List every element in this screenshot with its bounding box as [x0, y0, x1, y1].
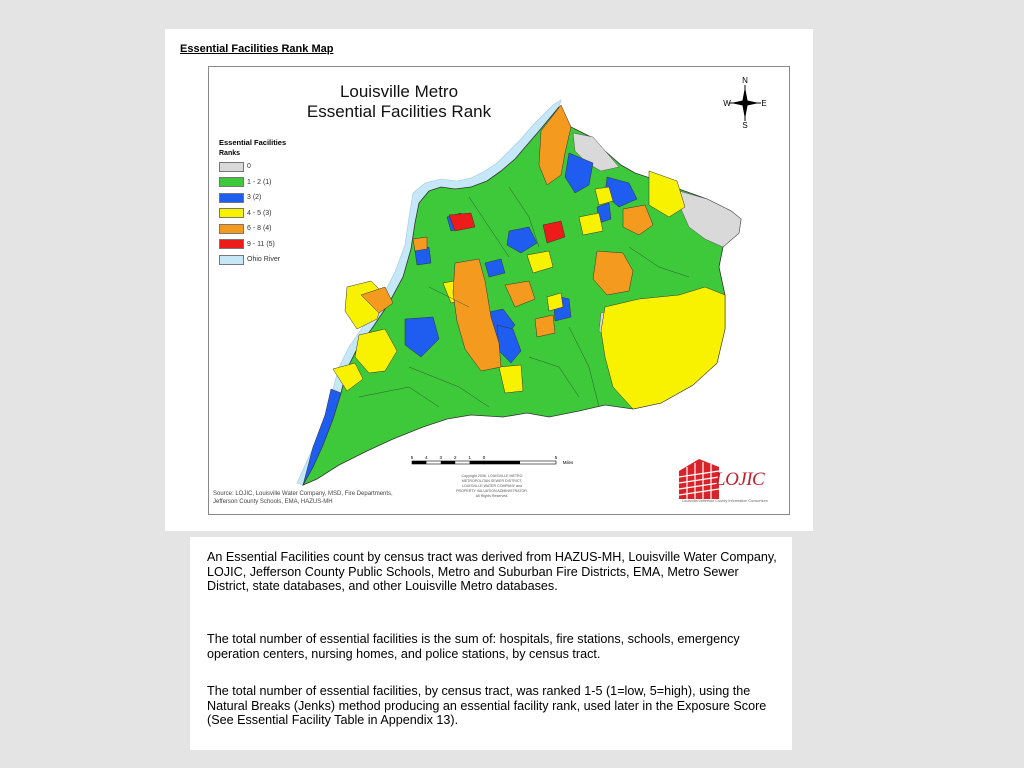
map-frame [208, 66, 790, 515]
copyright-line: All Rights Reserved. [475, 494, 509, 498]
tract-rank4-c3 [413, 237, 427, 251]
map-legend [219, 138, 329, 268]
lojic-logo [677, 459, 785, 509]
legend-item [219, 237, 329, 253]
scale-tick: 0 [482, 455, 486, 460]
legend-label: Ohio River [247, 256, 281, 264]
compass-s-label: S [742, 121, 748, 130]
tract-rank4-c4 [535, 315, 555, 337]
legend-subtitle: Ranks [219, 150, 241, 157]
source-line2: Jefferson County Schools, EMA, HAZUS-MH [213, 499, 333, 505]
copyright-notice [447, 474, 537, 499]
scale-tick: 5 [554, 455, 558, 460]
compass-rose-icon [725, 75, 765, 129]
scale-tick: 2 [453, 455, 457, 460]
scale-tick: 4 [425, 455, 428, 460]
copyright-line: LOUISVILLE WATER COMPANY and [462, 484, 522, 488]
legend-swatch [219, 162, 244, 172]
legend-swatch [219, 255, 244, 265]
scale-unit: Miles [562, 460, 574, 465]
county-map [209, 67, 789, 514]
legend-swatch [219, 239, 244, 249]
legend-swatch [219, 224, 244, 234]
legend-label: 1 - 2 (1) [247, 178, 272, 186]
lojic-logo-icon [679, 459, 719, 499]
legend-swatch [219, 208, 244, 218]
scale-tick: 1 [468, 455, 471, 460]
tract-rank3-c3 [579, 213, 603, 235]
description-panel [190, 537, 792, 750]
legend-label: 6 - 8 (4) [247, 225, 272, 233]
tract-rank3-east [601, 287, 725, 409]
scale-bar [408, 453, 578, 475]
lojic-logo-tagline: Louisville/Jefferson County Information Consortium [682, 499, 768, 503]
legend-swatch [219, 193, 244, 203]
compass-w-label: W [723, 99, 731, 108]
compass-e-label: E [761, 99, 767, 108]
description-paragraph-2: The total number of essential facilities is the sum of: hospitals, fire stations, schools, emergency operation centers, nursing homes, and police stations, by census tract. [207, 632, 740, 661]
map-panel [165, 29, 813, 531]
map-title-line2: Essential Facilities Rank [306, 102, 492, 121]
legend-item [219, 221, 329, 237]
copyright-line: METROPOLITAN SEWER DISTRICT, [461, 479, 523, 483]
description-paragraph-1: An Essential Facilities count by census tract was derived from HAZUS-MH, Louisville Water Company, LOJIC, Jefferson County Public Schools, Metro and Suburban Fire Districts, EMA, Metro Sewer District, state databases, and other Louisville Metro databases. [207, 550, 777, 593]
legend-item [219, 206, 329, 222]
legend-label: 0 [247, 163, 251, 171]
source-note [213, 490, 443, 506]
copyright-line: PROPERTY VALUATION ADMINISTRATOR. [456, 489, 528, 493]
legend-label: 3 (2) [247, 194, 262, 202]
legend-item [219, 175, 329, 191]
scale-tick: 3 [439, 455, 443, 460]
legend-item [219, 252, 329, 268]
copyright-line: Copyright 2006, LOUISVILLE METRO [461, 474, 523, 478]
scale-tick: 5 [410, 455, 414, 460]
legend-swatch [219, 177, 244, 187]
legend-item [219, 159, 329, 175]
description-paragraph-3: The total number of essential facilities, by census tract, was ranked 1-5 (1=low, 5=high), using the Natural Breaks (Jenks) method producing an essential facility rank, used later in the Exposure Score (See Essential Facility Table in Appendix 13). [207, 684, 767, 727]
legend-label: 4 - 5 (3) [247, 209, 272, 217]
legend-item [219, 190, 329, 206]
page-heading [180, 43, 333, 55]
legend-label: 9 - 11 (5) [247, 240, 275, 248]
lojic-logo-text: LOJIC [715, 469, 765, 490]
source-line1: Source: LOJIC, Louisville Water Company, MSD, Fire Departments, [213, 491, 393, 497]
map-title-line1: Louisville Metro [339, 82, 459, 101]
page-heading-text: Essential Facilities Rank Map [180, 43, 334, 55]
compass-n-label: N [742, 76, 748, 85]
map-title [264, 82, 534, 122]
legend-title: Essential Facilities [219, 138, 287, 147]
